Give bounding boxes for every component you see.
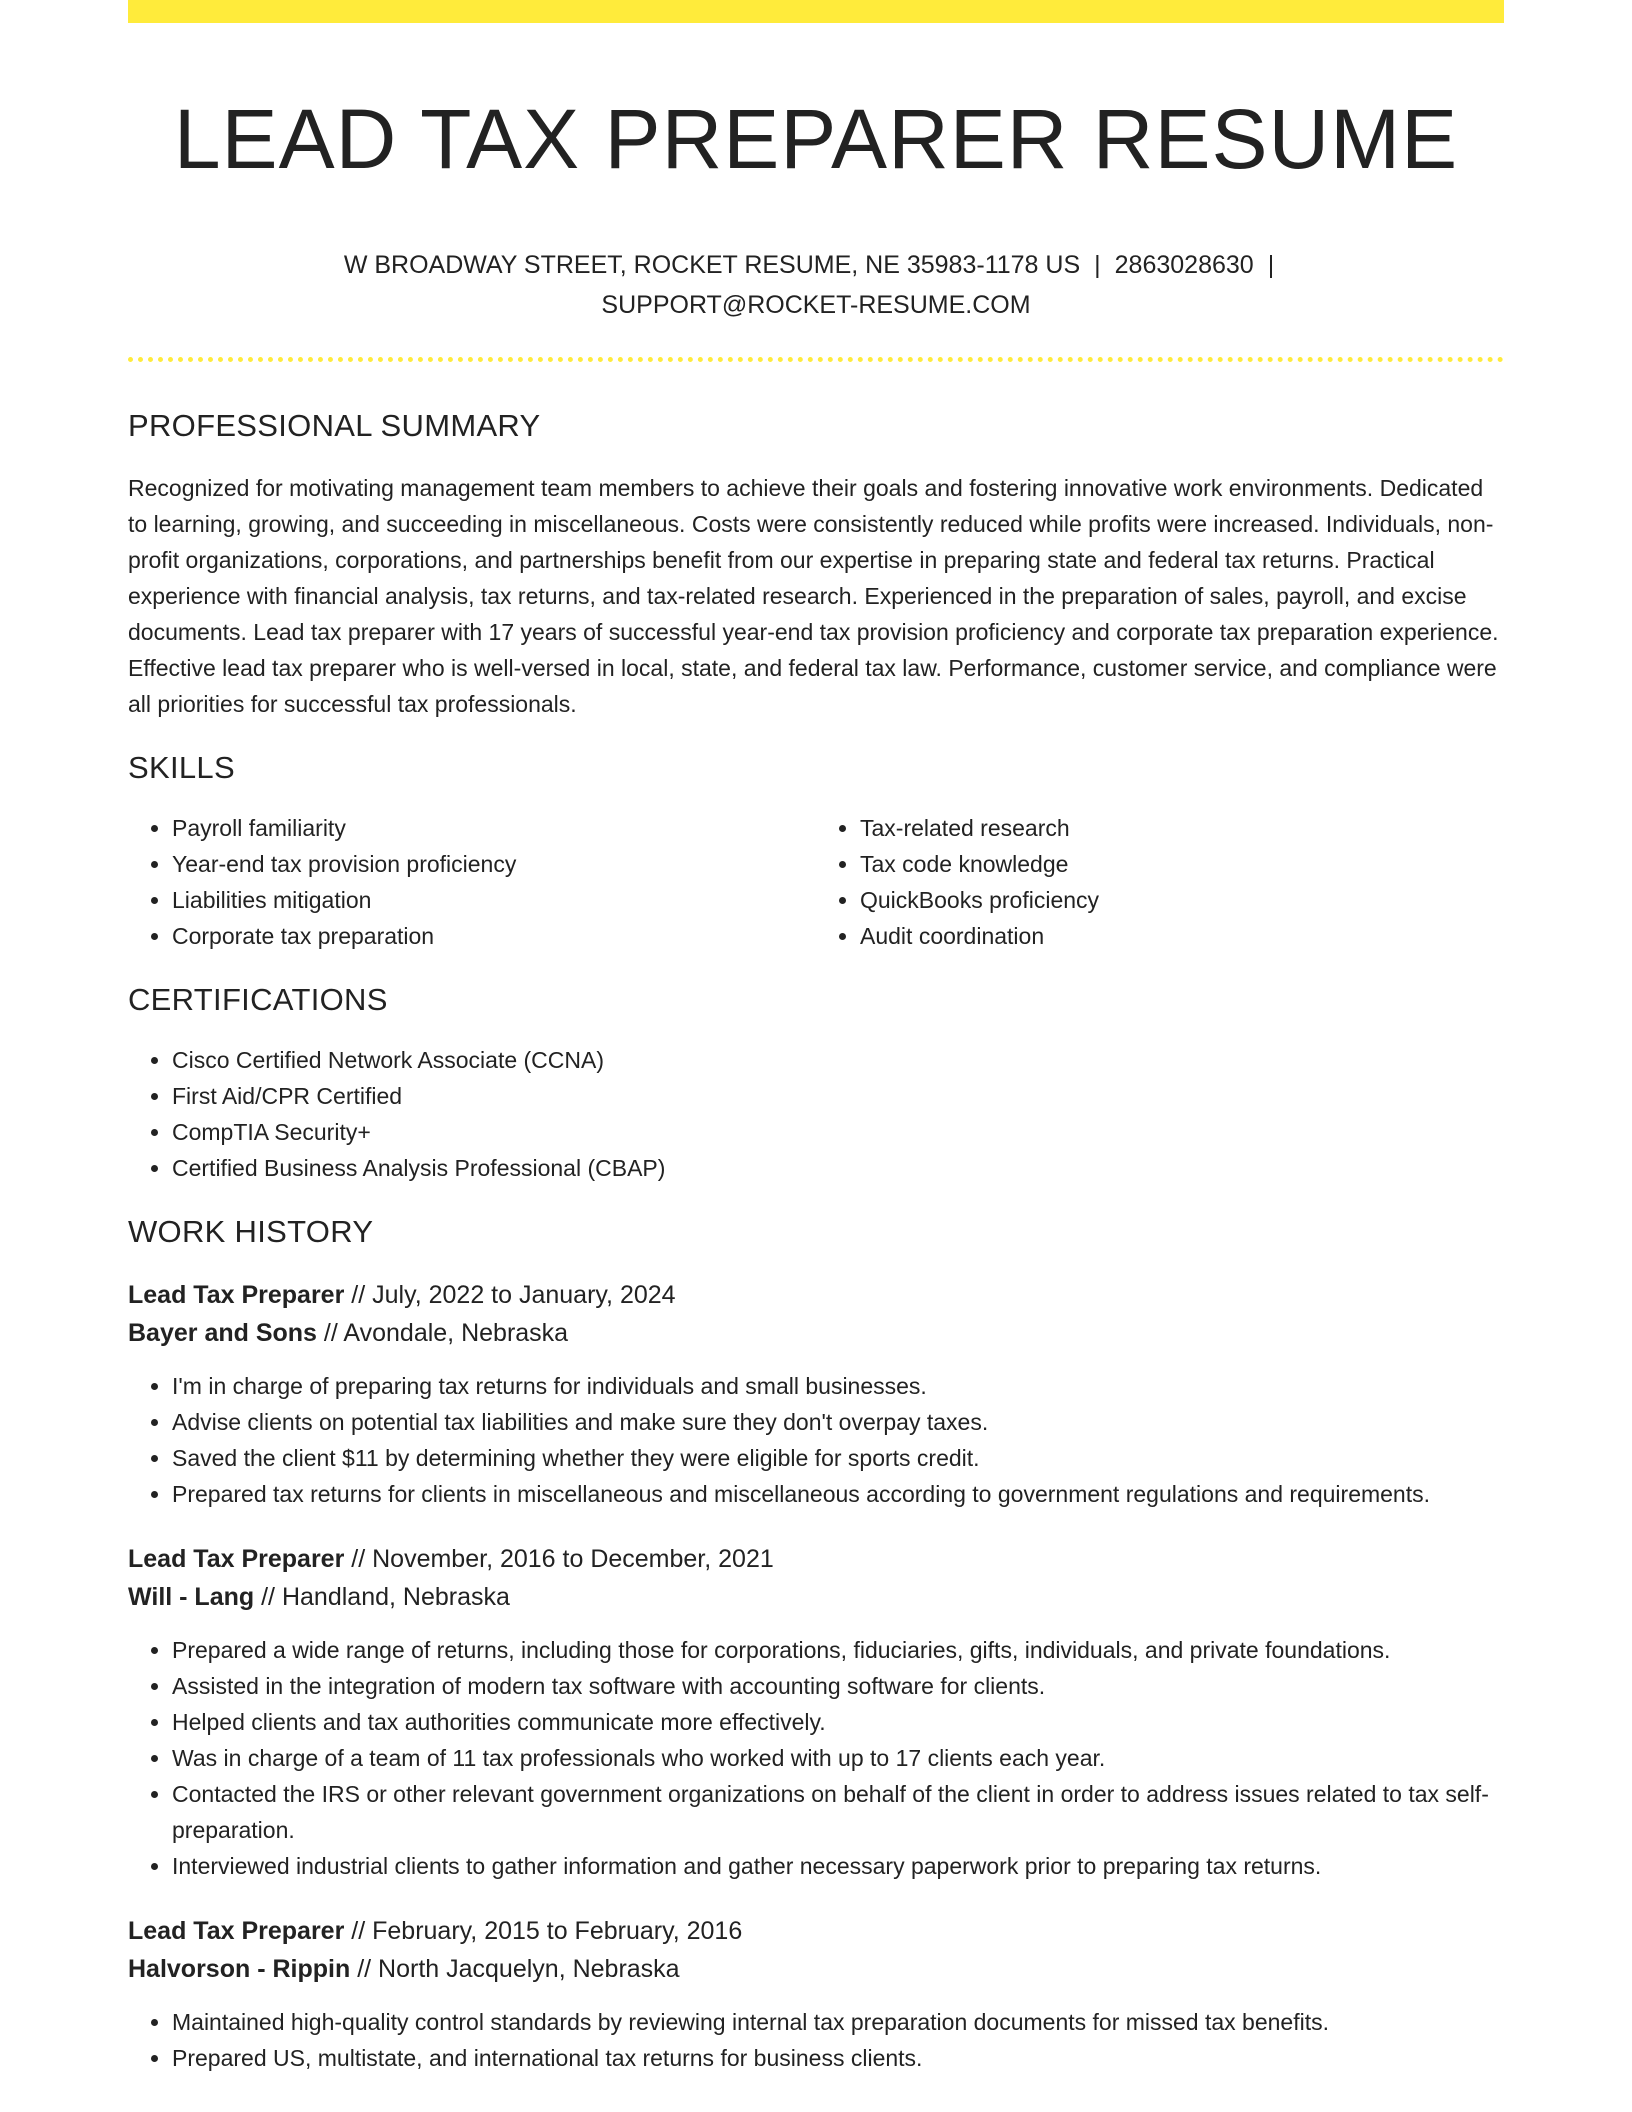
job-bullets <box>128 1632 1504 1884</box>
job-bullets <box>128 2004 1504 2076</box>
email: SUPPORT@ROCKET-RESUME.COM <box>601 291 1031 319</box>
job-entry <box>128 1540 1504 1884</box>
section-heading: CERTIFICATIONS <box>128 982 388 1017</box>
job-bullet: • Helped clients and tax authorities communicate more effectively. <box>172 1704 1504 1740</box>
certification-item: • First Aid/CPR Certified <box>172 1078 1504 1114</box>
resume-page <box>128 0 1504 2076</box>
skill-item: • Tax-related research <box>860 810 1504 846</box>
skills-grid <box>128 810 1504 954</box>
job-company-line <box>128 1314 1504 1352</box>
job-bullet: • Prepared tax returns for clients in miscellaneous and miscellaneous according to government regulations and requirements. <box>172 1476 1504 1512</box>
skill-item: • Payroll familiarity <box>172 810 816 846</box>
job-bullets <box>128 1368 1504 1512</box>
contact-separator: | <box>1267 251 1275 279</box>
job-title-line <box>128 1540 1504 1578</box>
job-company-line <box>128 1950 1504 1988</box>
job-divider: // <box>351 1281 366 1309</box>
job-title: Lead Tax Preparer <box>128 1545 345 1573</box>
address: W BROADWAY STREET, ROCKET RESUME, NE 35983-1178 US <box>343 251 1081 279</box>
job-company: Halvorson - Rippin <box>128 1955 351 1983</box>
skill-item: • Corporate tax preparation <box>172 918 816 954</box>
skill-item: • Year-end tax provision proficiency <box>172 846 816 882</box>
section-heading: SKILLS <box>128 750 235 785</box>
job-bullet: • Prepared a wide range of returns, including those for corporations, fiduciaries, gifts, individuals, and private foundations. <box>172 1632 1504 1668</box>
job-location: North Jacquelyn, Nebraska <box>378 1955 680 1983</box>
job-bullet: • Advise clients on potential tax liabilities and make sure they don't overpay taxes. <box>172 1404 1504 1440</box>
skill-item: • Liabilities mitigation <box>172 882 816 918</box>
job-entry <box>128 1912 1504 2076</box>
section-heading: WORK HISTORY <box>128 1214 374 1249</box>
job-dates: July, 2022 to January, 2024 <box>372 1281 676 1309</box>
job-bullet: • Contacted the IRS or other relevant government organizations on behalf of the client in order to address issues related to tax self-preparation. <box>172 1776 1504 1848</box>
top-accent-bar <box>128 0 1504 23</box>
skills-section <box>128 748 1504 954</box>
job-divider: // <box>351 1917 366 1945</box>
skill-item: • Audit coordination <box>860 918 1504 954</box>
job-bullet: • Was in charge of a team of 11 tax professionals who worked with up to 17 clients each year. <box>172 1740 1504 1776</box>
job-title: Lead Tax Preparer <box>128 1917 345 1945</box>
certification-item: • Cisco Certified Network Associate (CCNA) <box>172 1042 1504 1078</box>
certification-item: • CompTIA Security+ <box>172 1114 1504 1150</box>
job-bullet: • Prepared US, multistate, and international tax returns for business clients. <box>172 2040 1504 2076</box>
work-history-section <box>128 1212 1504 2076</box>
job-company: Will - Lang <box>128 1583 255 1611</box>
skills-list-left <box>128 810 816 954</box>
contact-separator: | <box>1094 251 1101 279</box>
job-dates: November, 2016 to December, 2021 <box>372 1545 774 1573</box>
professional-summary-section <box>128 406 1504 722</box>
job-divider: // <box>261 1583 276 1611</box>
job-divider: // <box>351 1545 366 1573</box>
job-bullet: • I'm in charge of preparing tax returns for individuals and small businesses. <box>172 1368 1504 1404</box>
phone: 2863028630 <box>1114 251 1254 279</box>
job-entry <box>128 1276 1504 1512</box>
resume-title: LEAD TAX PREPARER RESUME <box>173 92 1459 186</box>
job-divider: // <box>323 1319 338 1347</box>
skill-item: • QuickBooks proficiency <box>860 882 1504 918</box>
job-company-line <box>128 1578 1504 1616</box>
job-divider: // <box>357 1955 372 1983</box>
job-company: Bayer and Sons <box>128 1319 317 1347</box>
skills-list-right <box>816 810 1504 954</box>
certification-item: • Certified Business Analysis Professional (CBAP) <box>172 1150 1504 1186</box>
job-bullet: • Saved the client $11 by determining whether they were eligible for sports credit. <box>172 1440 1504 1476</box>
job-location: Avondale, Nebraska <box>343 1319 569 1347</box>
certifications-list <box>128 1042 1504 1186</box>
certifications-section <box>128 980 1504 1186</box>
job-location: Handland, Nebraska <box>281 1583 510 1611</box>
dotted-divider <box>128 357 1504 362</box>
summary-text: Recognized for motivating management team members to achieve their goals and fostering innovative work environments. Dedicated to learning, growing, and succeeding in miscellaneous. Costs were consistently reduced while profits were increased. Individuals, non-profit organizations, corporations, and partnerships benefit from our expertise in preparing state and federal tax returns. Practical experience with financial analysis, tax returns, and tax-related research. Experienced in the preparation of sales, payroll, and excise documents. Lead tax preparer with 17 years of successful year-end tax provision proficiency and corporate tax preparation experience. Effective lead tax preparer who is well-versed in local, state, and federal tax law. Performance, customer service, and compliance were all priorities for successful tax professionals. <box>128 475 1499 717</box>
skill-item: • Tax code knowledge <box>860 846 1504 882</box>
job-bullet: • Assisted in the integration of modern tax software with accounting software for clients. <box>172 1668 1504 1704</box>
job-dates: February, 2015 to February, 2016 <box>372 1917 743 1945</box>
job-bullet: • Maintained high-quality control standards by reviewing internal tax preparation documents for missed tax benefits. <box>172 2004 1504 2040</box>
job-title-line <box>128 1276 1504 1314</box>
job-bullet: • Interviewed industrial clients to gather information and gather necessary paperwork prior to preparing tax returns. <box>172 1848 1504 1884</box>
job-title-line <box>128 1912 1504 1950</box>
job-title: Lead Tax Preparer <box>128 1281 345 1309</box>
section-heading: PROFESSIONAL SUMMARY <box>128 408 541 443</box>
contact-line <box>316 245 1316 325</box>
